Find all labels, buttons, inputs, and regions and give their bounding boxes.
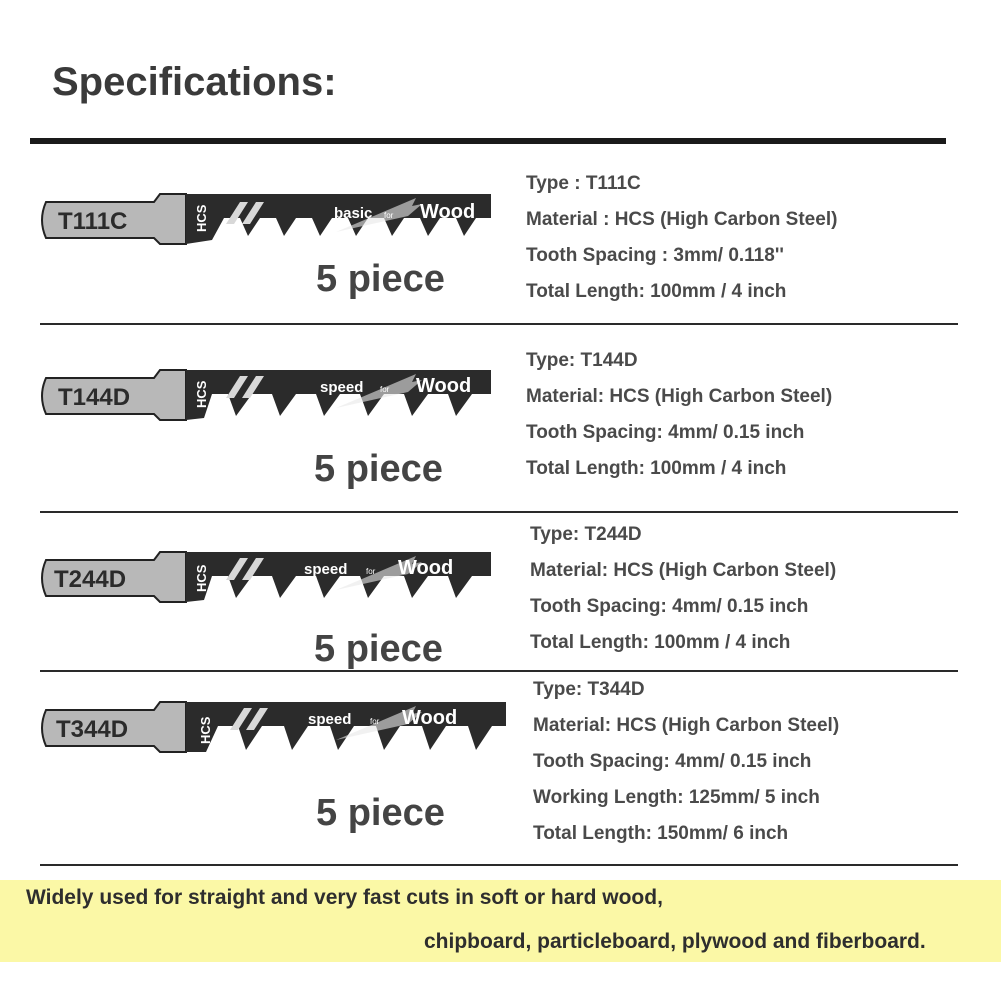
spec-type: Type: T244D: [530, 524, 642, 545]
blade-for-word: for: [384, 211, 394, 220]
title-divider: [30, 138, 946, 144]
blade-wood-word: Wood: [416, 375, 472, 397]
page-title: Specifications:: [52, 60, 337, 104]
blade-code: T244D: [54, 566, 127, 593]
spec-list: [533, 672, 839, 852]
blade-wood-word: Wood: [420, 201, 476, 223]
jigsaw-blade-icon: [36, 192, 506, 254]
usage-banner: [0, 880, 1001, 962]
spec-tooth-spacing: Tooth Spacing: 4mm/ 0.15 inch: [533, 751, 812, 772]
jigsaw-blade-icon: [36, 550, 506, 612]
blade-hcs-label: HCS: [194, 564, 209, 592]
quantity-label: 5 piece: [316, 258, 445, 300]
quantity-label: 5 piece: [314, 628, 443, 670]
blade-type-word: speed: [308, 711, 352, 728]
blade-wood-word: Wood: [402, 707, 458, 729]
section-divider: [40, 323, 958, 325]
spec-list: [526, 166, 837, 310]
spec-list: [530, 517, 836, 661]
blade-type-word: speed: [304, 561, 348, 578]
quantity-label: 5 piece: [314, 448, 443, 490]
blade-type-word: basic: [334, 205, 373, 222]
usage-line-2: chipboard, particleboard, plywood and fiberboard.: [424, 930, 926, 953]
spec-material: Material: HCS (High Carbon Steel): [533, 715, 840, 736]
spec-total-length: Total Length: 100mm / 4 inch: [530, 632, 791, 653]
section-divider: [40, 864, 958, 866]
spec-total-length: Total Length: 100mm / 4 inch: [526, 281, 787, 302]
jigsaw-blade-icon: [36, 700, 506, 762]
blade-hcs-label: HCS: [194, 380, 209, 408]
blade-image: [36, 368, 506, 430]
spec-total-length: Total Length: 100mm / 4 inch: [526, 458, 787, 479]
section-divider: [40, 511, 958, 513]
blade-hcs-label: HCS: [194, 204, 209, 232]
usage-line-1: Widely used for straight and very fast cuts in soft or hard wood,: [26, 886, 663, 909]
blade-image: [36, 550, 506, 612]
spec-material: Material : HCS (High Carbon Steel): [526, 209, 838, 230]
blade-code: T144D: [58, 384, 131, 411]
blade-type-word: speed: [320, 379, 364, 396]
spec-type: Type : T111C: [526, 173, 641, 194]
spec-list: [526, 343, 832, 487]
spec-type: Type: T144D: [526, 350, 638, 371]
blade-for-word: for: [370, 717, 380, 726]
spec-working-length: Working Length: 125mm/ 5 inch: [533, 787, 820, 808]
blade-for-word: for: [380, 385, 390, 394]
spec-total-length: Total Length: 150mm/ 6 inch: [533, 823, 789, 844]
jigsaw-blade-icon: [36, 368, 506, 430]
spec-tooth-spacing: Tooth Spacing : 3mm/ 0.118'': [526, 245, 784, 266]
spec-tooth-spacing: Tooth Spacing: 4mm/ 0.15 inch: [530, 596, 809, 617]
blade-image: [36, 700, 506, 762]
spec-material: Material: HCS (High Carbon Steel): [530, 560, 837, 581]
blade-code: T344D: [56, 716, 129, 743]
blade-wood-word: Wood: [398, 557, 454, 579]
spec-type: Type: T344D: [533, 679, 645, 700]
blade-image: [36, 192, 506, 254]
blade-code: T111C: [58, 208, 128, 235]
blade-for-word: for: [366, 567, 376, 576]
quantity-label: 5 piece: [316, 792, 445, 834]
blade-hcs-label: HCS: [198, 716, 213, 744]
spec-material: Material: HCS (High Carbon Steel): [526, 386, 833, 407]
spec-tooth-spacing: Tooth Spacing: 4mm/ 0.15 inch: [526, 422, 805, 443]
